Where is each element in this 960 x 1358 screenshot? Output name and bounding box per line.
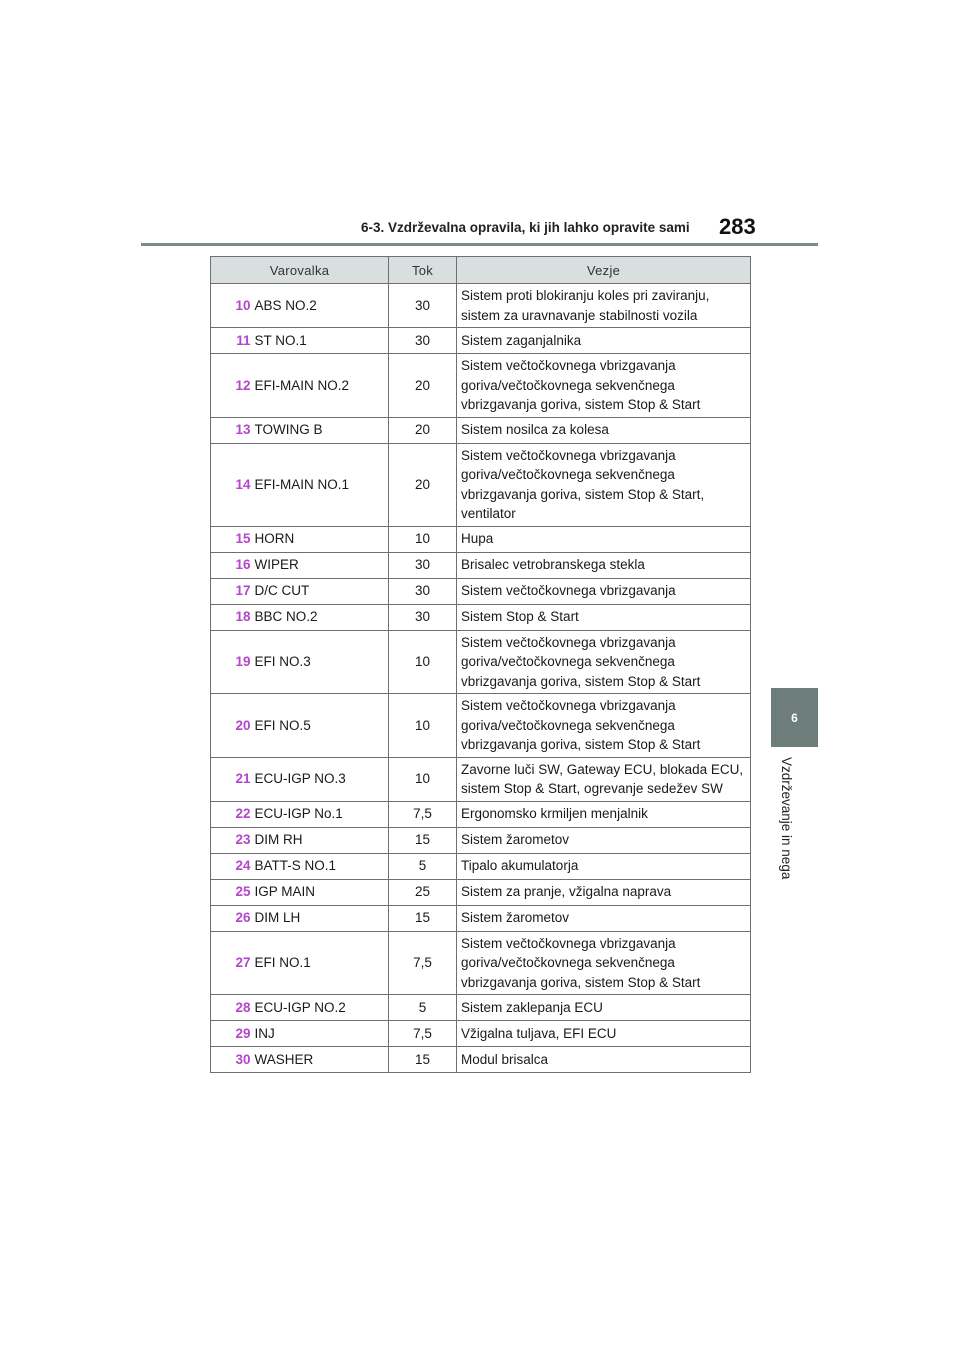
fuse-circuit: Hupa — [457, 526, 751, 552]
table-row — [211, 578, 751, 604]
fuse-number: 15 — [211, 526, 253, 552]
fuse-name: WASHER — [253, 1047, 389, 1073]
table-row — [211, 879, 751, 905]
header-divider — [141, 243, 818, 246]
fuse-name: ABS NO.2 — [253, 284, 389, 328]
fuse-circuit: Sistem nosilca za kolesa — [457, 417, 751, 443]
fuse-circuit: Sistem večtočkovnega vbrizgavanja goriva/večtočkovnega sekvenčnega vbrizgavanja goriva, sistem Stop & Start — [457, 931, 751, 995]
table-row — [211, 995, 751, 1021]
page-number: 283 — [719, 214, 756, 239]
table-row — [211, 552, 751, 578]
fuse-ampere: 10 — [389, 526, 457, 552]
fuse-circuit: Sistem zaklepanja ECU — [457, 995, 751, 1021]
fuse-number: 28 — [211, 995, 253, 1021]
fuse-name: IGP MAIN — [253, 879, 389, 905]
fuse-ampere: 20 — [389, 417, 457, 443]
fuse-ampere: 10 — [389, 757, 457, 801]
fuse-name: BBC NO.2 — [253, 604, 389, 630]
fuse-ampere: 7,5 — [389, 931, 457, 995]
fuse-name: ECU-IGP No.1 — [253, 801, 389, 827]
fuse-ampere: 30 — [389, 328, 457, 354]
fuse-ampere: 20 — [389, 354, 457, 418]
fuse-circuit: Sistem večtočkovnega vbrizgavanja goriva/večtočkovnega sekvenčnega vbrizgavanja goriva, sistem Stop & Start — [457, 354, 751, 418]
table-row — [211, 905, 751, 931]
fuse-name: BATT-S NO.1 — [253, 853, 389, 879]
table-row — [211, 853, 751, 879]
fuse-number: 11 — [211, 328, 253, 354]
table-row — [211, 284, 751, 328]
fuse-number: 18 — [211, 604, 253, 630]
fuse-table — [210, 256, 751, 1073]
fuse-circuit: Zavorne luči SW, Gateway ECU, blokada ECU, sistem Stop & Start, ogrevanje sedežev SW — [457, 757, 751, 801]
fuse-circuit: Sistem večtočkovnega vbrizgavanja goriva/večtočkovnega sekvenčnega vbrizgavanja goriva, sistem Stop & Start — [457, 630, 751, 694]
fuse-circuit: Brisalec vetrobranskega stekla — [457, 552, 751, 578]
fuse-ampere: 30 — [389, 552, 457, 578]
fuse-ampere: 20 — [389, 443, 457, 526]
chapter-number: 6 — [791, 710, 798, 725]
fuse-ampere: 5 — [389, 853, 457, 879]
fuse-number: 19 — [211, 630, 253, 694]
fuse-ampere: 15 — [389, 1047, 457, 1073]
table-body — [211, 284, 751, 1073]
table-row — [211, 604, 751, 630]
fuse-name: EFI-MAIN NO.2 — [253, 354, 389, 418]
fuse-circuit: Sistem zaganjalnika — [457, 328, 751, 354]
fuse-circuit: Sistem žarometov — [457, 905, 751, 931]
table-row — [211, 443, 751, 526]
fuse-circuit: Sistem večtočkovnega vbrizgavanja goriva/večtočkovnega sekvenčnega vbrizgavanja goriva, sistem Stop & Start — [457, 694, 751, 758]
fuse-name: TOWING B — [253, 417, 389, 443]
chapter-tab — [771, 688, 818, 747]
fuse-ampere: 30 — [389, 284, 457, 328]
fuse-ampere: 15 — [389, 827, 457, 853]
fuse-circuit: Vžigalna tuljava, EFI ECU — [457, 1021, 751, 1047]
fuse-number: 22 — [211, 801, 253, 827]
fuse-circuit: Modul brisalca — [457, 1047, 751, 1073]
fuse-circuit: Sistem Stop & Start — [457, 604, 751, 630]
fuse-number: 12 — [211, 354, 253, 418]
fuse-number: 13 — [211, 417, 253, 443]
fuse-number: 25 — [211, 879, 253, 905]
table-row — [211, 328, 751, 354]
fuse-ampere: 25 — [389, 879, 457, 905]
fuse-circuit: Sistem žarometov — [457, 827, 751, 853]
fuse-ampere: 7,5 — [389, 801, 457, 827]
fuse-ampere: 10 — [389, 694, 457, 758]
fuse-name: DIM LH — [253, 905, 389, 931]
fuse-circuit: Sistem večtočkovnega vbrizgavanja — [457, 578, 751, 604]
table-row — [211, 630, 751, 694]
table-row — [211, 526, 751, 552]
fuse-circuit: Sistem večtočkovnega vbrizgavanja goriva/večtočkovnega sekvenčnega vbrizgavanja goriva, sistem Stop & Start, ventilator — [457, 443, 751, 526]
fuse-number: 10 — [211, 284, 253, 328]
fuse-circuit: Sistem proti blokiranju koles pri zaviranju, sistem za uravnavanje stabilnosti vozila — [457, 284, 751, 328]
fuse-number: 17 — [211, 578, 253, 604]
fuse-circuit: Tipalo akumulatorja — [457, 853, 751, 879]
fuse-name: EFI NO.5 — [253, 694, 389, 758]
fuse-name: EFI NO.3 — [253, 630, 389, 694]
fuse-ampere: 15 — [389, 905, 457, 931]
fuse-name: EFI NO.1 — [253, 931, 389, 995]
fuse-number: 26 — [211, 905, 253, 931]
fuse-number: 16 — [211, 552, 253, 578]
fuse-ampere: 10 — [389, 630, 457, 694]
fuse-circuit: Ergonomsko krmiljen menjalnik — [457, 801, 751, 827]
fuse-number: 27 — [211, 931, 253, 995]
table-row — [211, 694, 751, 758]
fuse-ampere: 30 — [389, 604, 457, 630]
fuse-number: 21 — [211, 757, 253, 801]
column-header-circuit: Vezje — [457, 257, 751, 284]
fuse-number: 23 — [211, 827, 253, 853]
table-row — [211, 931, 751, 995]
fuse-name: ECU-IGP NO.3 — [253, 757, 389, 801]
column-header-ampere: Tok — [389, 257, 457, 284]
table-row — [211, 827, 751, 853]
fuse-name: EFI-MAIN NO.1 — [253, 443, 389, 526]
fuse-ampere: 30 — [389, 578, 457, 604]
section-title: 6-3. Vzdrževalna opravila, ki jih lahko opravite sami — [361, 220, 690, 235]
fuse-number: 20 — [211, 694, 253, 758]
fuse-number: 30 — [211, 1047, 253, 1073]
fuse-number: 24 — [211, 853, 253, 879]
fuse-name: HORN — [253, 526, 389, 552]
table-row — [211, 1021, 751, 1047]
fuse-ampere: 5 — [389, 995, 457, 1021]
table-row — [211, 1047, 751, 1073]
fuse-name: D/C CUT — [253, 578, 389, 604]
table-row — [211, 757, 751, 801]
table-row — [211, 801, 751, 827]
fuse-number: 14 — [211, 443, 253, 526]
table-header-row — [211, 257, 751, 284]
fuse-name: ST NO.1 — [253, 328, 389, 354]
fuse-name: ECU-IGP NO.2 — [253, 995, 389, 1021]
fuse-name: DIM RH — [253, 827, 389, 853]
fuse-number: 29 — [211, 1021, 253, 1047]
fuse-name: INJ — [253, 1021, 389, 1047]
column-header-fuse: Varovalka — [211, 257, 389, 284]
table-row — [211, 354, 751, 418]
fuse-ampere: 7,5 — [389, 1021, 457, 1047]
fuse-name: WIPER — [253, 552, 389, 578]
table-row — [211, 417, 751, 443]
fuse-circuit: Sistem za pranje, vžigalna naprava — [457, 879, 751, 905]
chapter-title: Vzdrževanje in nega — [779, 757, 794, 880]
